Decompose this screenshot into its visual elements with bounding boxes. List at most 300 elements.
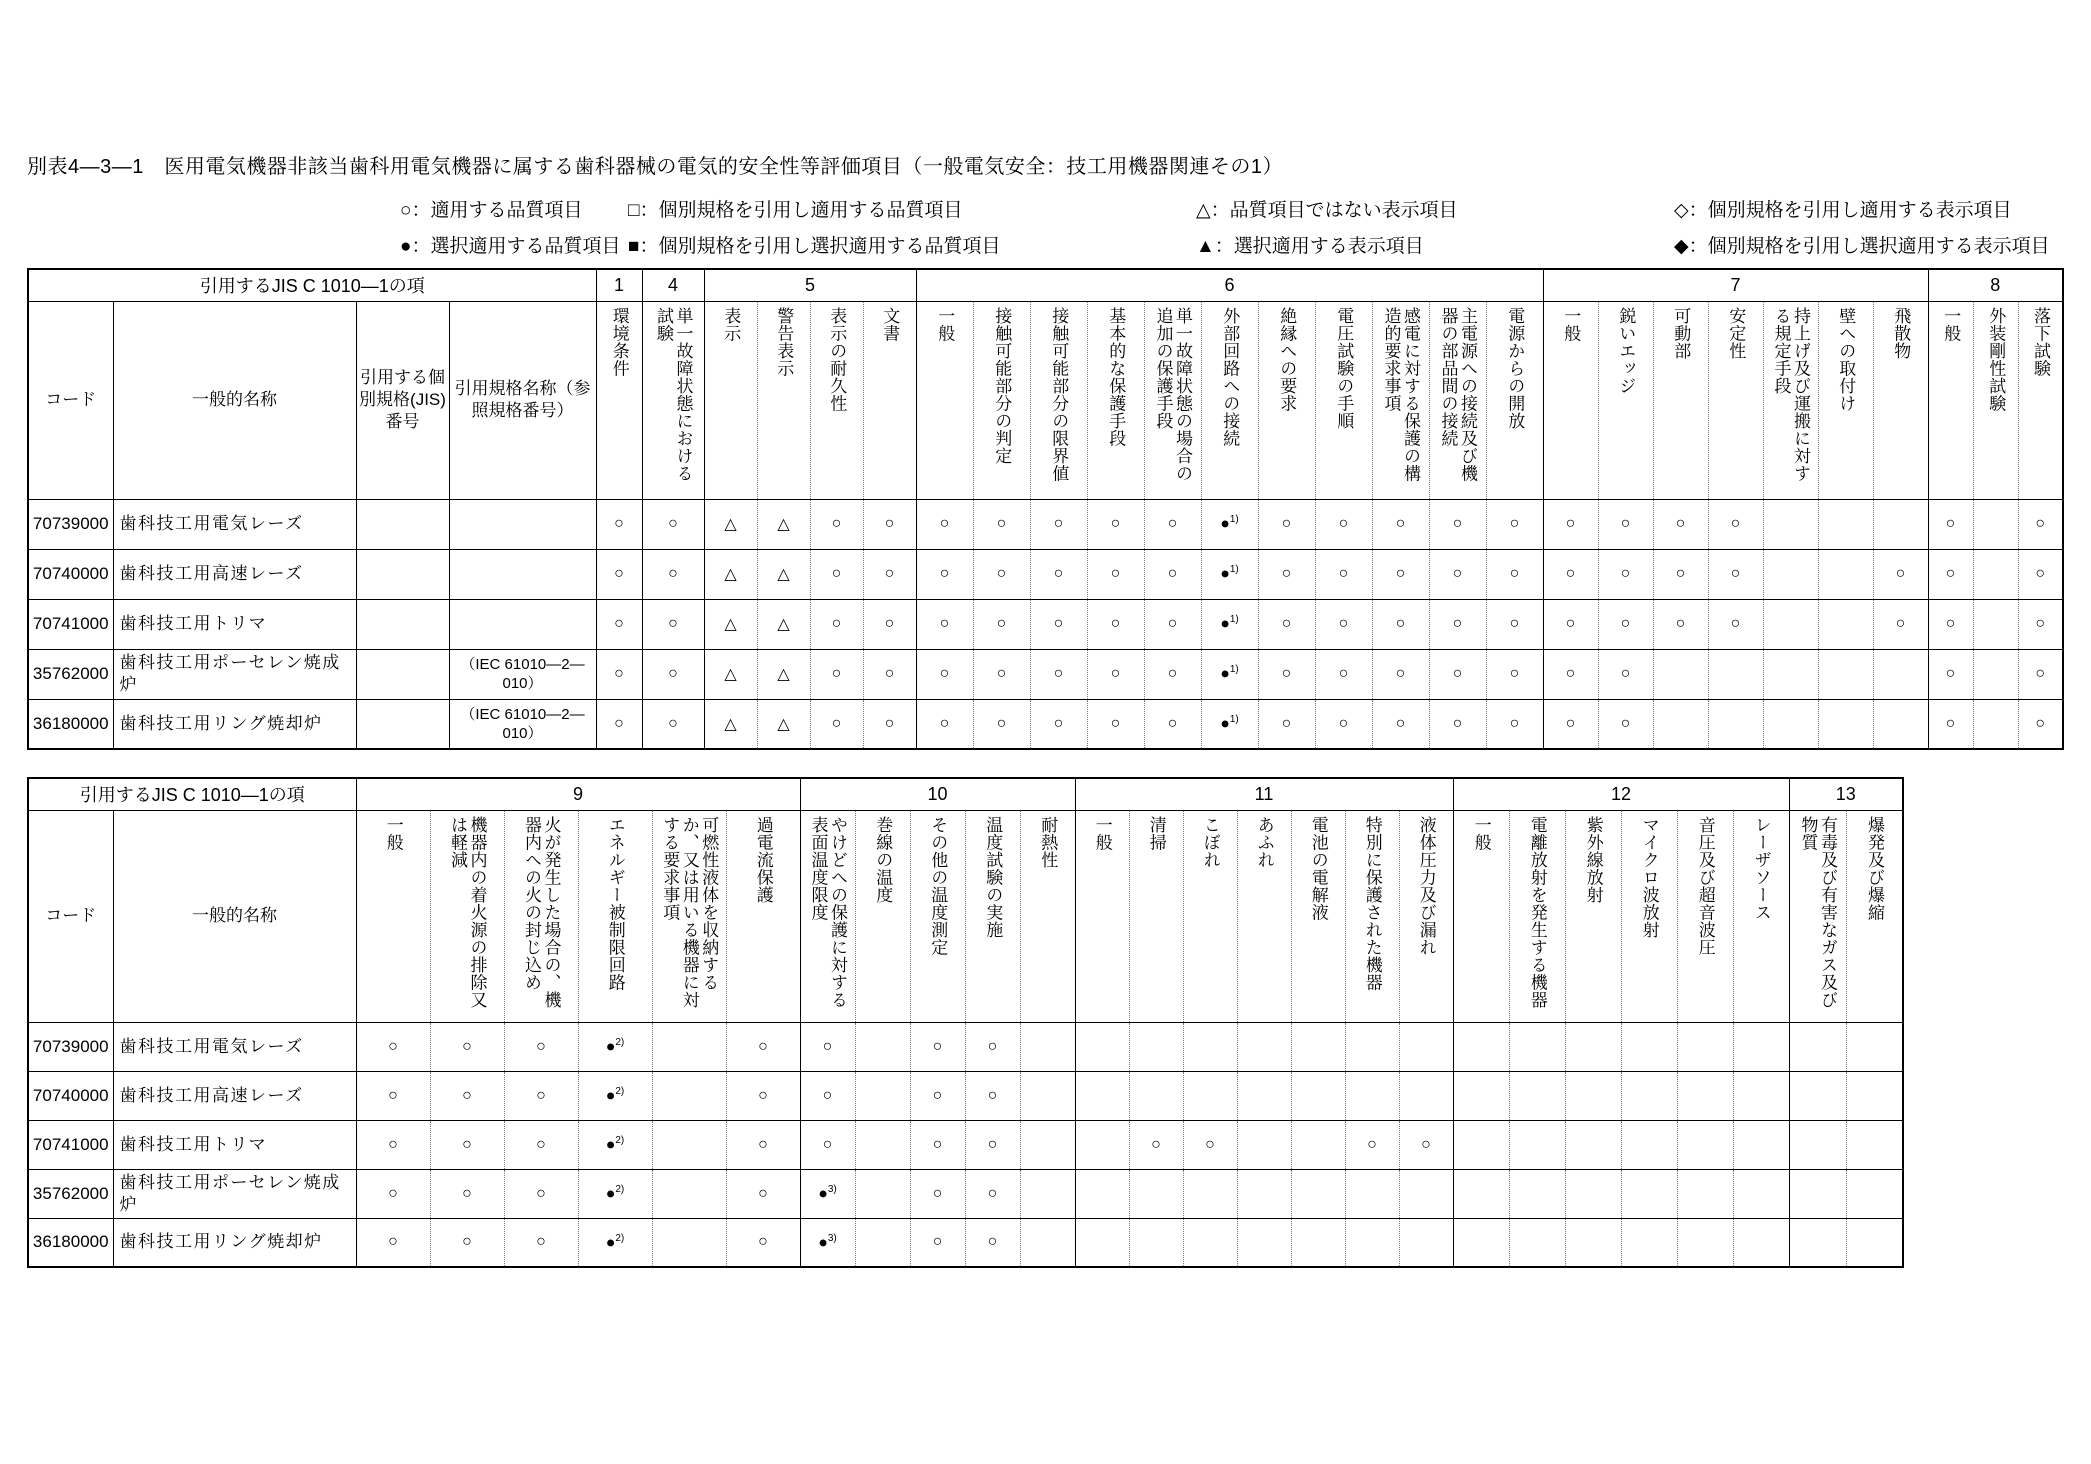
- mark-cell: [1873, 649, 1928, 699]
- device-code: 35762000: [28, 1169, 113, 1218]
- header-label-row: [28, 301, 2063, 499]
- column-header-text: 飛散物: [1891, 306, 1911, 359]
- mark-cell: △: [704, 549, 757, 599]
- mark-cell: [652, 1120, 726, 1169]
- mark-cell: ○: [2018, 499, 2063, 549]
- mark-cell: ○: [973, 699, 1030, 749]
- mark-cell: [1237, 1071, 1291, 1120]
- mark-cell: △: [757, 549, 810, 599]
- column-header-vertical: [1183, 810, 1237, 1022]
- legend-item-particular-standard-display: ◇：個別規格を引用し適用する表示項目: [1674, 199, 2012, 221]
- mark-cell: ○: [863, 699, 916, 749]
- column-header-text: 落下試験: [2031, 306, 2050, 377]
- mark-cell: [1453, 1022, 1509, 1071]
- device-code: 36180000: [28, 699, 113, 749]
- mark-cell: ○: [1030, 649, 1087, 699]
- mark-cell: [1453, 1071, 1509, 1120]
- mark-cell: [1818, 549, 1873, 599]
- section-number: 6: [916, 269, 1543, 301]
- mark-cell: ●$^{3)}$: [800, 1218, 855, 1267]
- mark-cell: ○: [642, 649, 704, 699]
- column-header-vertical: [652, 810, 726, 1022]
- mark-cell: [1237, 1218, 1291, 1267]
- mark-cell: [1129, 1071, 1183, 1120]
- mark-cell: [1345, 1071, 1399, 1120]
- section-number: 9: [356, 778, 800, 810]
- column-header-vertical: [1653, 301, 1708, 499]
- column-header-text: 文書: [880, 306, 900, 342]
- mark-cell: [855, 1022, 910, 1071]
- mark-cell: [1075, 1120, 1129, 1169]
- mark-cell: ○: [1429, 599, 1486, 649]
- mark-cell: ○: [2018, 599, 2063, 649]
- column-header-text: 一般: [1471, 815, 1491, 851]
- column-header-text: 主電源への接続及び機器の部品間の接続: [1438, 306, 1477, 482]
- column-header-vertical: [1509, 810, 1565, 1022]
- column-header-text: 絶縁への要求: [1277, 306, 1297, 412]
- mark-cell: ○: [596, 549, 642, 599]
- mark-cell: [1846, 1022, 1903, 1071]
- column-header-text: その他の温度測定: [928, 815, 948, 956]
- column-header-vertical: [1973, 301, 2018, 499]
- mark-cell: ○: [965, 1169, 1020, 1218]
- column-header-text: こぼれ: [1200, 815, 1220, 868]
- column-header-text: 電離放射を発生する機器: [1527, 815, 1547, 1008]
- mark-cell: ○: [1873, 549, 1928, 599]
- mark-cell: [1846, 1071, 1903, 1120]
- mark-cell: [1291, 1071, 1345, 1120]
- mark-cell: △: [757, 599, 810, 649]
- column-header-vertical: [1291, 810, 1345, 1022]
- column-header-text: 一般: [1561, 306, 1581, 342]
- mark-cell: ○: [1399, 1120, 1453, 1169]
- table-corner-label: 引用するJIS C 1010—1の項: [28, 778, 356, 810]
- mark-cell: ○: [1598, 499, 1653, 549]
- mark-superscript: 1): [1229, 614, 1239, 626]
- mark-cell: ○: [642, 599, 704, 649]
- device-generic-name: 歯科技工用リング焼却炉: [113, 699, 356, 749]
- section-number: 4: [642, 269, 704, 301]
- mark-cell: [1763, 549, 1818, 599]
- column-header-text: 表示の耐久性: [827, 306, 847, 412]
- mark-cell: [1509, 1218, 1565, 1267]
- mark-cell: ○: [863, 549, 916, 599]
- column-header-text: やけどへの保護に対する表面温度限度: [808, 815, 847, 1008]
- mark-cell: [1237, 1169, 1291, 1218]
- mark-cell: △: [704, 699, 757, 749]
- mark-cell: [1345, 1022, 1399, 1071]
- table-row: [28, 1218, 1903, 1267]
- column-header-vertical: [578, 810, 652, 1022]
- column-header: 一般的名称: [113, 301, 356, 499]
- mark-cell: ○: [504, 1022, 578, 1071]
- mark-cell: ○: [1315, 499, 1372, 549]
- mark-superscript: 2): [615, 1085, 625, 1097]
- mark-cell: ○: [1486, 499, 1543, 549]
- mark-cell: ○: [1429, 649, 1486, 699]
- mark-cell: ○: [810, 599, 863, 649]
- table-row: [28, 1120, 1903, 1169]
- mark-cell: [1708, 699, 1763, 749]
- mark-cell: ○: [1598, 599, 1653, 649]
- mark-cell: ○: [356, 1169, 430, 1218]
- table-row: [28, 649, 2063, 699]
- mark-cell: [1763, 699, 1818, 749]
- mark-cell: ○: [1030, 499, 1087, 549]
- section-number: 7: [1543, 269, 1928, 301]
- mark-cell: ○: [356, 1120, 430, 1169]
- column-header-vertical: [1598, 301, 1653, 499]
- mark-cell: ○: [1315, 649, 1372, 699]
- mark-cell: ○: [356, 1071, 430, 1120]
- legend-item-particular-selective-quality: ■：個別規格を引用し選択適用する品質項目: [628, 235, 1001, 257]
- mark-cell: ○: [1144, 549, 1201, 599]
- mark-cell: [1789, 1022, 1846, 1071]
- mark-cell: ○: [1429, 499, 1486, 549]
- mark-cell: [1183, 1071, 1237, 1120]
- mark-cell: [1565, 1169, 1621, 1218]
- mark-cell: [1653, 649, 1708, 699]
- column-header-text: 安定性: [1726, 306, 1746, 359]
- column-header-text: 一般: [1941, 306, 1961, 342]
- column-header-vertical: [1075, 810, 1129, 1022]
- column-header-text: 単一故障状態における試験: [654, 306, 693, 482]
- referenced-standard-name: （IEC 61010—2—010）: [449, 649, 596, 699]
- column-header-text: 外部回路への接続: [1220, 306, 1240, 447]
- mark-cell: ○: [910, 1071, 965, 1120]
- mark-cell: ○: [1144, 649, 1201, 699]
- mark-cell: [1345, 1218, 1399, 1267]
- column-header-vertical: [1087, 301, 1144, 499]
- column-header-text: 耐熱性: [1038, 815, 1058, 868]
- mark-cell: ○: [642, 499, 704, 549]
- mark-cell: ○: [1087, 599, 1144, 649]
- column-header-vertical: [1453, 810, 1509, 1022]
- mark-cell: ○: [1087, 549, 1144, 599]
- column-header-vertical: [726, 810, 800, 1022]
- mark-cell: ○: [726, 1169, 800, 1218]
- mark-superscript: 1): [1229, 564, 1239, 576]
- mark-cell: ○: [973, 599, 1030, 649]
- column-header-vertical: [642, 301, 704, 499]
- mark-cell: ○: [504, 1169, 578, 1218]
- device-generic-name: 歯科技工用ポーセレン焼成炉: [113, 649, 356, 699]
- mark-cell: [1846, 1169, 1903, 1218]
- mark-cell: △: [704, 649, 757, 699]
- mark-cell: [1708, 649, 1763, 699]
- mark-cell: [1973, 699, 2018, 749]
- mark-cell: [652, 1218, 726, 1267]
- mark-superscript: 1): [1229, 714, 1239, 726]
- column-header-vertical: [1621, 810, 1677, 1022]
- column-header-text: 一般: [935, 306, 955, 342]
- mark-cell: ○: [1708, 599, 1763, 649]
- mark-cell: ○: [916, 699, 973, 749]
- mark-cell: ○: [504, 1218, 578, 1267]
- mark-cell: ○: [1345, 1120, 1399, 1169]
- mark-cell: [1818, 599, 1873, 649]
- column-header-text: 一般: [1092, 815, 1112, 851]
- mark-cell: [855, 1120, 910, 1169]
- section-number: 5: [704, 269, 916, 301]
- mark-superscript: 2): [615, 1134, 625, 1146]
- mark-cell: ○: [1928, 599, 1973, 649]
- mark-cell: [1733, 1120, 1789, 1169]
- section-number: 8: [1928, 269, 2063, 301]
- mark-cell: [1677, 1169, 1733, 1218]
- mark-cell: ○: [1372, 649, 1429, 699]
- column-header-text: 警告表示: [774, 306, 794, 377]
- mark-cell: [1183, 1218, 1237, 1267]
- mark-cell: [1565, 1022, 1621, 1071]
- mark-cell: ○: [1928, 649, 1973, 699]
- mark-cell: [1453, 1120, 1509, 1169]
- mark-cell: ○: [504, 1120, 578, 1169]
- column-header-text: 接触可能部分の限界値: [1049, 306, 1069, 482]
- mark-cell: ○: [1928, 549, 1973, 599]
- mark-cell: ○: [1653, 549, 1708, 599]
- column-header-vertical: [1399, 810, 1453, 1022]
- mark-cell: ○: [910, 1022, 965, 1071]
- mark-cell: ○: [965, 1071, 1020, 1120]
- mark-cell: ○: [726, 1022, 800, 1071]
- column-header-vertical: [855, 810, 910, 1022]
- mark-cell: ○: [1598, 549, 1653, 599]
- legend-row-1: [400, 190, 2050, 226]
- mark-cell: [1846, 1120, 1903, 1169]
- mark-cell: [1818, 699, 1873, 749]
- mark-cell: ○: [1183, 1120, 1237, 1169]
- column-header-vertical: [965, 810, 1020, 1022]
- mark-cell: [1621, 1169, 1677, 1218]
- referenced-jis-number: [356, 599, 449, 649]
- column-header-vertical: [1201, 301, 1258, 499]
- device-code: 70740000: [28, 549, 113, 599]
- evaluation-table-sections-9-13: [27, 777, 1904, 1268]
- device-code: 70739000: [28, 1022, 113, 1071]
- mark-cell: [1846, 1218, 1903, 1267]
- mark-cell: ●$^{1)}$: [1201, 649, 1258, 699]
- mark-cell: ○: [356, 1022, 430, 1071]
- section-number: 13: [1789, 778, 1903, 810]
- mark-cell: [1291, 1022, 1345, 1071]
- mark-cell: [1733, 1218, 1789, 1267]
- mark-cell: ○: [596, 699, 642, 749]
- mark-superscript: 1): [1229, 514, 1239, 526]
- column-header-vertical: [1237, 810, 1291, 1022]
- mark-cell: ●$^{1)}$: [1201, 599, 1258, 649]
- mark-cell: ●$^{2)}$: [578, 1071, 652, 1120]
- column-header-text: 電池の電解液: [1308, 815, 1328, 921]
- mark-cell: ○: [1598, 649, 1653, 699]
- mark-cell: ○: [965, 1120, 1020, 1169]
- section-number: 11: [1075, 778, 1453, 810]
- column-header-vertical: [1258, 301, 1315, 499]
- mark-cell: ○: [910, 1120, 965, 1169]
- column-header-text: 清掃: [1146, 815, 1166, 851]
- column-header-text: 壁への取付け: [1836, 306, 1856, 412]
- mark-cell: ○: [800, 1071, 855, 1120]
- column-header-text: 音圧及び超音波圧: [1695, 815, 1715, 956]
- legend-item-selective-display: ▲：選択適用する表示項目: [1196, 235, 1424, 257]
- column-header-vertical: [1486, 301, 1543, 499]
- legend-item-display-item: △：品質項目ではない表示項目: [1196, 199, 1458, 221]
- referenced-standard-name: [449, 499, 596, 549]
- column-header-text: 鋭いエッジ: [1616, 306, 1636, 394]
- mark-cell: [1020, 1022, 1075, 1071]
- mark-cell: [1818, 649, 1873, 699]
- mark-cell: [1020, 1218, 1075, 1267]
- table-row: [28, 499, 2063, 549]
- mark-cell: ○: [596, 499, 642, 549]
- mark-cell: [1075, 1169, 1129, 1218]
- mark-cell: ○: [1708, 549, 1763, 599]
- column-header-text: 液体圧力及び漏れ: [1416, 815, 1436, 956]
- mark-cell: ○: [1653, 499, 1708, 549]
- column-header-text: 単一故障状態の場合の追加の保護手段: [1153, 306, 1192, 482]
- mark-cell: [1399, 1022, 1453, 1071]
- mark-cell: [1075, 1022, 1129, 1071]
- mark-cell: [1973, 599, 2018, 649]
- column-header-vertical: [1129, 810, 1183, 1022]
- column-header-text: 環境条件: [609, 306, 629, 377]
- mark-cell: ○: [1486, 649, 1543, 699]
- column-header-text: 基本的な保護手段: [1106, 306, 1126, 447]
- mark-cell: [1763, 649, 1818, 699]
- mark-cell: ○: [726, 1071, 800, 1120]
- column-header-vertical: [973, 301, 1030, 499]
- mark-cell: [1399, 1071, 1453, 1120]
- mark-cell: ○: [1258, 699, 1315, 749]
- column-header-vertical: [1345, 810, 1399, 1022]
- mark-cell: [1399, 1169, 1453, 1218]
- mark-cell: [1509, 1120, 1565, 1169]
- mark-cell: ●$^{1)}$: [1201, 549, 1258, 599]
- mark-cell: ○: [1543, 599, 1598, 649]
- column-header: 引用する個別規格(JIS)番号: [356, 301, 449, 499]
- mark-cell: [1677, 1022, 1733, 1071]
- referenced-jis-number: [356, 549, 449, 599]
- mark-cell: [855, 1169, 910, 1218]
- column-header-text: 巻線の温度: [873, 815, 893, 903]
- column-header-vertical: [1928, 301, 1973, 499]
- mark-cell: ○: [1144, 699, 1201, 749]
- column-header-text: あふれ: [1254, 815, 1274, 868]
- legend: [400, 190, 2050, 262]
- mark-cell: ●$^{1)}$: [1201, 499, 1258, 549]
- column-header-vertical: [1315, 301, 1372, 499]
- mark-cell: [1733, 1022, 1789, 1071]
- mark-cell: ○: [726, 1120, 800, 1169]
- mark-cell: ○: [1144, 599, 1201, 649]
- column-header-text: 有毒及び有害なガス及び物質: [1798, 815, 1837, 1008]
- legend-row-2: [400, 226, 2050, 262]
- mark-cell: [1565, 1218, 1621, 1267]
- mark-cell: ○: [430, 1071, 504, 1120]
- column-header-vertical: [704, 301, 757, 499]
- column-header-vertical: [916, 301, 973, 499]
- mark-cell: ○: [863, 499, 916, 549]
- mark-cell: [1020, 1071, 1075, 1120]
- mark-cell: ○: [504, 1071, 578, 1120]
- column-header-text: 感電に対する保護の構造的要求事項: [1381, 306, 1420, 482]
- device-generic-name: 歯科技工用ポーセレン焼成炉: [113, 1169, 356, 1218]
- legend-item-particular-standard-quality: □：個別規格を引用し適用する品質項目: [628, 199, 963, 221]
- mark-cell: [1973, 499, 2018, 549]
- mark-cell: [1677, 1120, 1733, 1169]
- mark-cell: ○: [1486, 599, 1543, 649]
- mark-cell: ○: [2018, 649, 2063, 699]
- mark-cell: [1020, 1120, 1075, 1169]
- mark-cell: ○: [1087, 649, 1144, 699]
- mark-cell: [1818, 499, 1873, 549]
- table-row: [28, 1169, 1903, 1218]
- mark-cell: [1973, 649, 2018, 699]
- mark-cell: ○: [1315, 599, 1372, 649]
- table-row: [28, 1022, 1903, 1071]
- section-number: 10: [800, 778, 1075, 810]
- device-code: 35762000: [28, 649, 113, 699]
- mark-cell: [1291, 1120, 1345, 1169]
- header-section-number-row: [28, 778, 1903, 810]
- mark-cell: ○: [1258, 549, 1315, 599]
- mark-cell: [1509, 1169, 1565, 1218]
- mark-cell: [1789, 1218, 1846, 1267]
- mark-cell: ○: [1258, 599, 1315, 649]
- mark-cell: [1129, 1022, 1183, 1071]
- table-row: [28, 699, 2063, 749]
- device-generic-name: 歯科技工用トリマ: [113, 1120, 356, 1169]
- mark-cell: ○: [973, 499, 1030, 549]
- header-label-row: [28, 810, 1903, 1022]
- column-header-vertical: [757, 301, 810, 499]
- column-header-text: 持上げ及び運搬に対する規定手段: [1771, 306, 1810, 482]
- mark-cell: [1677, 1071, 1733, 1120]
- mark-cell: [1345, 1169, 1399, 1218]
- table-corner-label: 引用するJIS C 1010—1の項: [28, 269, 596, 301]
- mark-cell: ○: [1598, 699, 1653, 749]
- column-header-text: 特別に保護された機器: [1362, 815, 1382, 991]
- mark-cell: ○: [1030, 549, 1087, 599]
- column-header-vertical: [1020, 810, 1075, 1022]
- mark-cell: ○: [916, 599, 973, 649]
- mark-cell: [1873, 699, 1928, 749]
- mark-superscript: 2): [615, 1036, 625, 1048]
- mark-cell: ○: [973, 549, 1030, 599]
- table-row: [28, 599, 2063, 649]
- mark-cell: △: [757, 649, 810, 699]
- mark-cell: ○: [1873, 599, 1928, 649]
- mark-cell: ○: [1372, 499, 1429, 549]
- mark-cell: [1789, 1120, 1846, 1169]
- column-header-vertical: [1873, 301, 1928, 499]
- mark-cell: ○: [973, 649, 1030, 699]
- mark-cell: ○: [1030, 699, 1087, 749]
- legend-item-particular-selective-display: ◆：個別規格を引用し選択適用する表示項目: [1674, 235, 2050, 257]
- column-header-text: マイクロ波放射: [1639, 815, 1659, 938]
- mark-cell: ○: [430, 1169, 504, 1218]
- column-header-text: レーザソース: [1751, 815, 1771, 921]
- column-header-vertical: [800, 810, 855, 1022]
- mark-cell: ○: [810, 649, 863, 699]
- column-header-vertical: [1429, 301, 1486, 499]
- table-row: [28, 1071, 1903, 1120]
- mark-cell: ○: [1087, 499, 1144, 549]
- mark-cell: ○: [800, 1022, 855, 1071]
- document-title: 別表4—3—1 医用電気機器非該当歯科用電気機器に属する歯科器械の電気的安全性等評価項目（一般電気安全：技工用機器関連その1）: [27, 156, 1283, 178]
- mark-cell: [1291, 1218, 1345, 1267]
- mark-cell: ○: [1315, 549, 1372, 599]
